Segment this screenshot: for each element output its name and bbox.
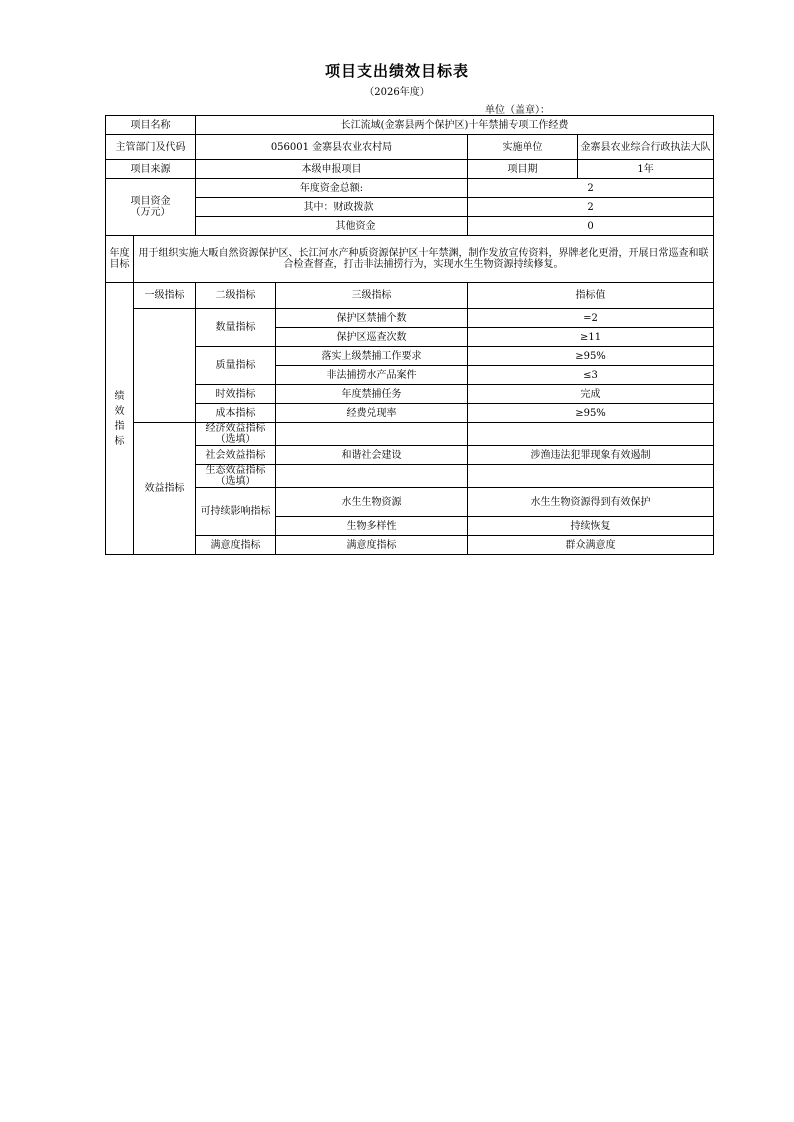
project-name-value: 长江流域(金寨县两个保护区)十年禁捕专项工作经费 — [196, 116, 714, 135]
implementing-unit-split — [468, 135, 713, 159]
annual-goal-text: 用于组织实施大畈自然资源保护区、长江河水产种质资源保护区十年禁渊，制作发放宣传资料，界牌老化更滑，开展日常巡查和联合检查督查，打击非法捕捞行为，实现水生生物资源持续修复。 — [134, 236, 714, 283]
cost-row — [106, 404, 714, 423]
ecological-indicator-label — [196, 465, 276, 488]
annual-goal-label-line2: 目标 — [109, 259, 130, 270]
ecological-item-value — [468, 465, 714, 488]
quantity-item-2-value: ≥11 — [468, 328, 714, 347]
project-source-row — [106, 160, 714, 179]
header-level1: 一级指标 — [134, 283, 196, 309]
header-value: 指标值 — [468, 283, 714, 309]
economic-label-line2: （选填） — [215, 434, 256, 445]
economic-label-line1: 经济效益指标 — [205, 423, 266, 434]
page-title: 项目支出绩效目标表 — [324, 62, 469, 80]
performance-target-table — [105, 115, 714, 555]
quantity-item-1-name: 保护区禁捕个数 — [276, 309, 468, 328]
indicator-section-text: 绩效指标 — [114, 390, 125, 447]
satisfaction-item-name: 群众满意度 — [468, 536, 714, 555]
implementing-unit-value: 金寨县农业综合行政执法大队 — [580, 141, 711, 153]
project-period-split — [468, 160, 713, 178]
economic-item-name — [276, 423, 468, 446]
time-item-name: 年度禁捕任务 — [276, 385, 468, 404]
quantity-indicator-label: 数量指标 — [196, 309, 276, 347]
header-level2: 二级指标 — [196, 283, 276, 309]
sustain-item-1-value: 水生生物资源得到有效保护 — [468, 488, 714, 517]
ecological-item-name — [276, 465, 468, 488]
annual-goal-row — [106, 236, 714, 283]
header-level3: 三级指标 — [276, 283, 468, 309]
funds-total-label: 年度资金总额: — [196, 179, 468, 198]
cost-indicator-label: 成本指标 — [196, 404, 276, 423]
sustain-item-2-value: 持续恢复 — [468, 517, 714, 536]
time-indicator-label: 时效指标 — [196, 385, 276, 404]
funds-fiscal-value: 2 — [468, 198, 714, 217]
project-period-cell — [468, 160, 714, 179]
quality-item-1-name: 落实上级禁捕工作要求 — [276, 347, 468, 366]
funds-total-value: 2 — [468, 179, 714, 198]
benefit-indicator-label: 效益指标 — [134, 423, 196, 555]
project-source-value: 本级申报项目 — [196, 160, 468, 179]
economic-indicator-label — [196, 423, 276, 446]
project-name-row — [106, 116, 714, 135]
unit-stamp-label: 单位（盖章）： — [485, 105, 550, 116]
implementing-unit-cell — [468, 135, 714, 160]
quality-item-2-value: ≤3 — [468, 366, 714, 385]
department-label: 主管部门及代码 — [106, 135, 196, 160]
economic-row — [106, 423, 714, 446]
funds-label — [106, 179, 196, 236]
social-indicator-label: 社会效益指标 — [196, 446, 276, 465]
quantity-item-2-name: 保护区巡查次数 — [276, 328, 468, 347]
satisfaction-level2-label: 满意度指标 — [276, 536, 468, 555]
department-value: 056001 金寨县农业农村局 — [196, 135, 468, 160]
project-source-label: 项目来源 — [106, 160, 196, 179]
satisfaction-row — [106, 536, 714, 555]
ecological-row — [106, 465, 714, 488]
cost-item-value: ≥95% — [468, 404, 714, 423]
funds-other-value: 0 — [468, 217, 714, 236]
annual-goal-label — [106, 236, 134, 283]
social-item-name: 和谐社会建设 — [276, 446, 468, 465]
fiscal-year: （2026年度） — [364, 87, 430, 98]
quality-row-1 — [106, 347, 714, 366]
project-period-label: 项目期 — [468, 160, 578, 178]
sustain-item-2-name: 生物多样性 — [276, 517, 468, 536]
implementing-unit-label: 实施单位 — [468, 135, 578, 159]
cost-item-name: 经费兑现率 — [276, 404, 468, 423]
quality-item-1-value: ≥95% — [468, 347, 714, 366]
quality-item-2-name: 非法捕捞水产品案件 — [276, 366, 468, 385]
economic-item-value — [468, 423, 714, 446]
sustain-indicator-label: 可持续影响指标 — [196, 488, 276, 536]
funds-label-line2: （万元） — [130, 207, 171, 218]
project-name-label: 项目名称 — [106, 116, 196, 135]
output-indicator-label — [134, 309, 196, 423]
satisfaction-level1-label: 满意度指标 — [196, 536, 276, 555]
funds-fiscal-label: 其中：财政拨款 — [196, 198, 468, 217]
sustain-item-1-name: 水生生物资源 — [276, 488, 468, 517]
time-row — [106, 385, 714, 404]
quality-indicator-label: 质量指标 — [196, 347, 276, 385]
funds-total-row — [106, 179, 714, 198]
ecological-label-line2: （选填） — [215, 476, 256, 487]
funds-label-line1: 项目资金 — [130, 196, 171, 207]
quantity-item-1-value: =2 — [468, 309, 714, 328]
project-period-value: 1年 — [637, 163, 654, 175]
ecological-label-line1: 生态效益指标 — [205, 465, 266, 476]
indicator-section-label — [106, 283, 134, 555]
indicator-header-row — [106, 283, 714, 309]
social-item-value: 涉渔违法犯罪现象有效遏制 — [468, 446, 714, 465]
funds-fiscal-row — [106, 198, 714, 217]
funds-other-label: 其他资金 — [196, 217, 468, 236]
funds-other-row — [106, 217, 714, 236]
social-row — [106, 446, 714, 465]
sustain-row-1 — [106, 488, 714, 517]
time-item-value: 完成 — [468, 385, 714, 404]
annual-goal-label-line1: 年度 — [109, 248, 130, 259]
department-row — [106, 135, 714, 160]
quantity-row-1 — [106, 309, 714, 328]
